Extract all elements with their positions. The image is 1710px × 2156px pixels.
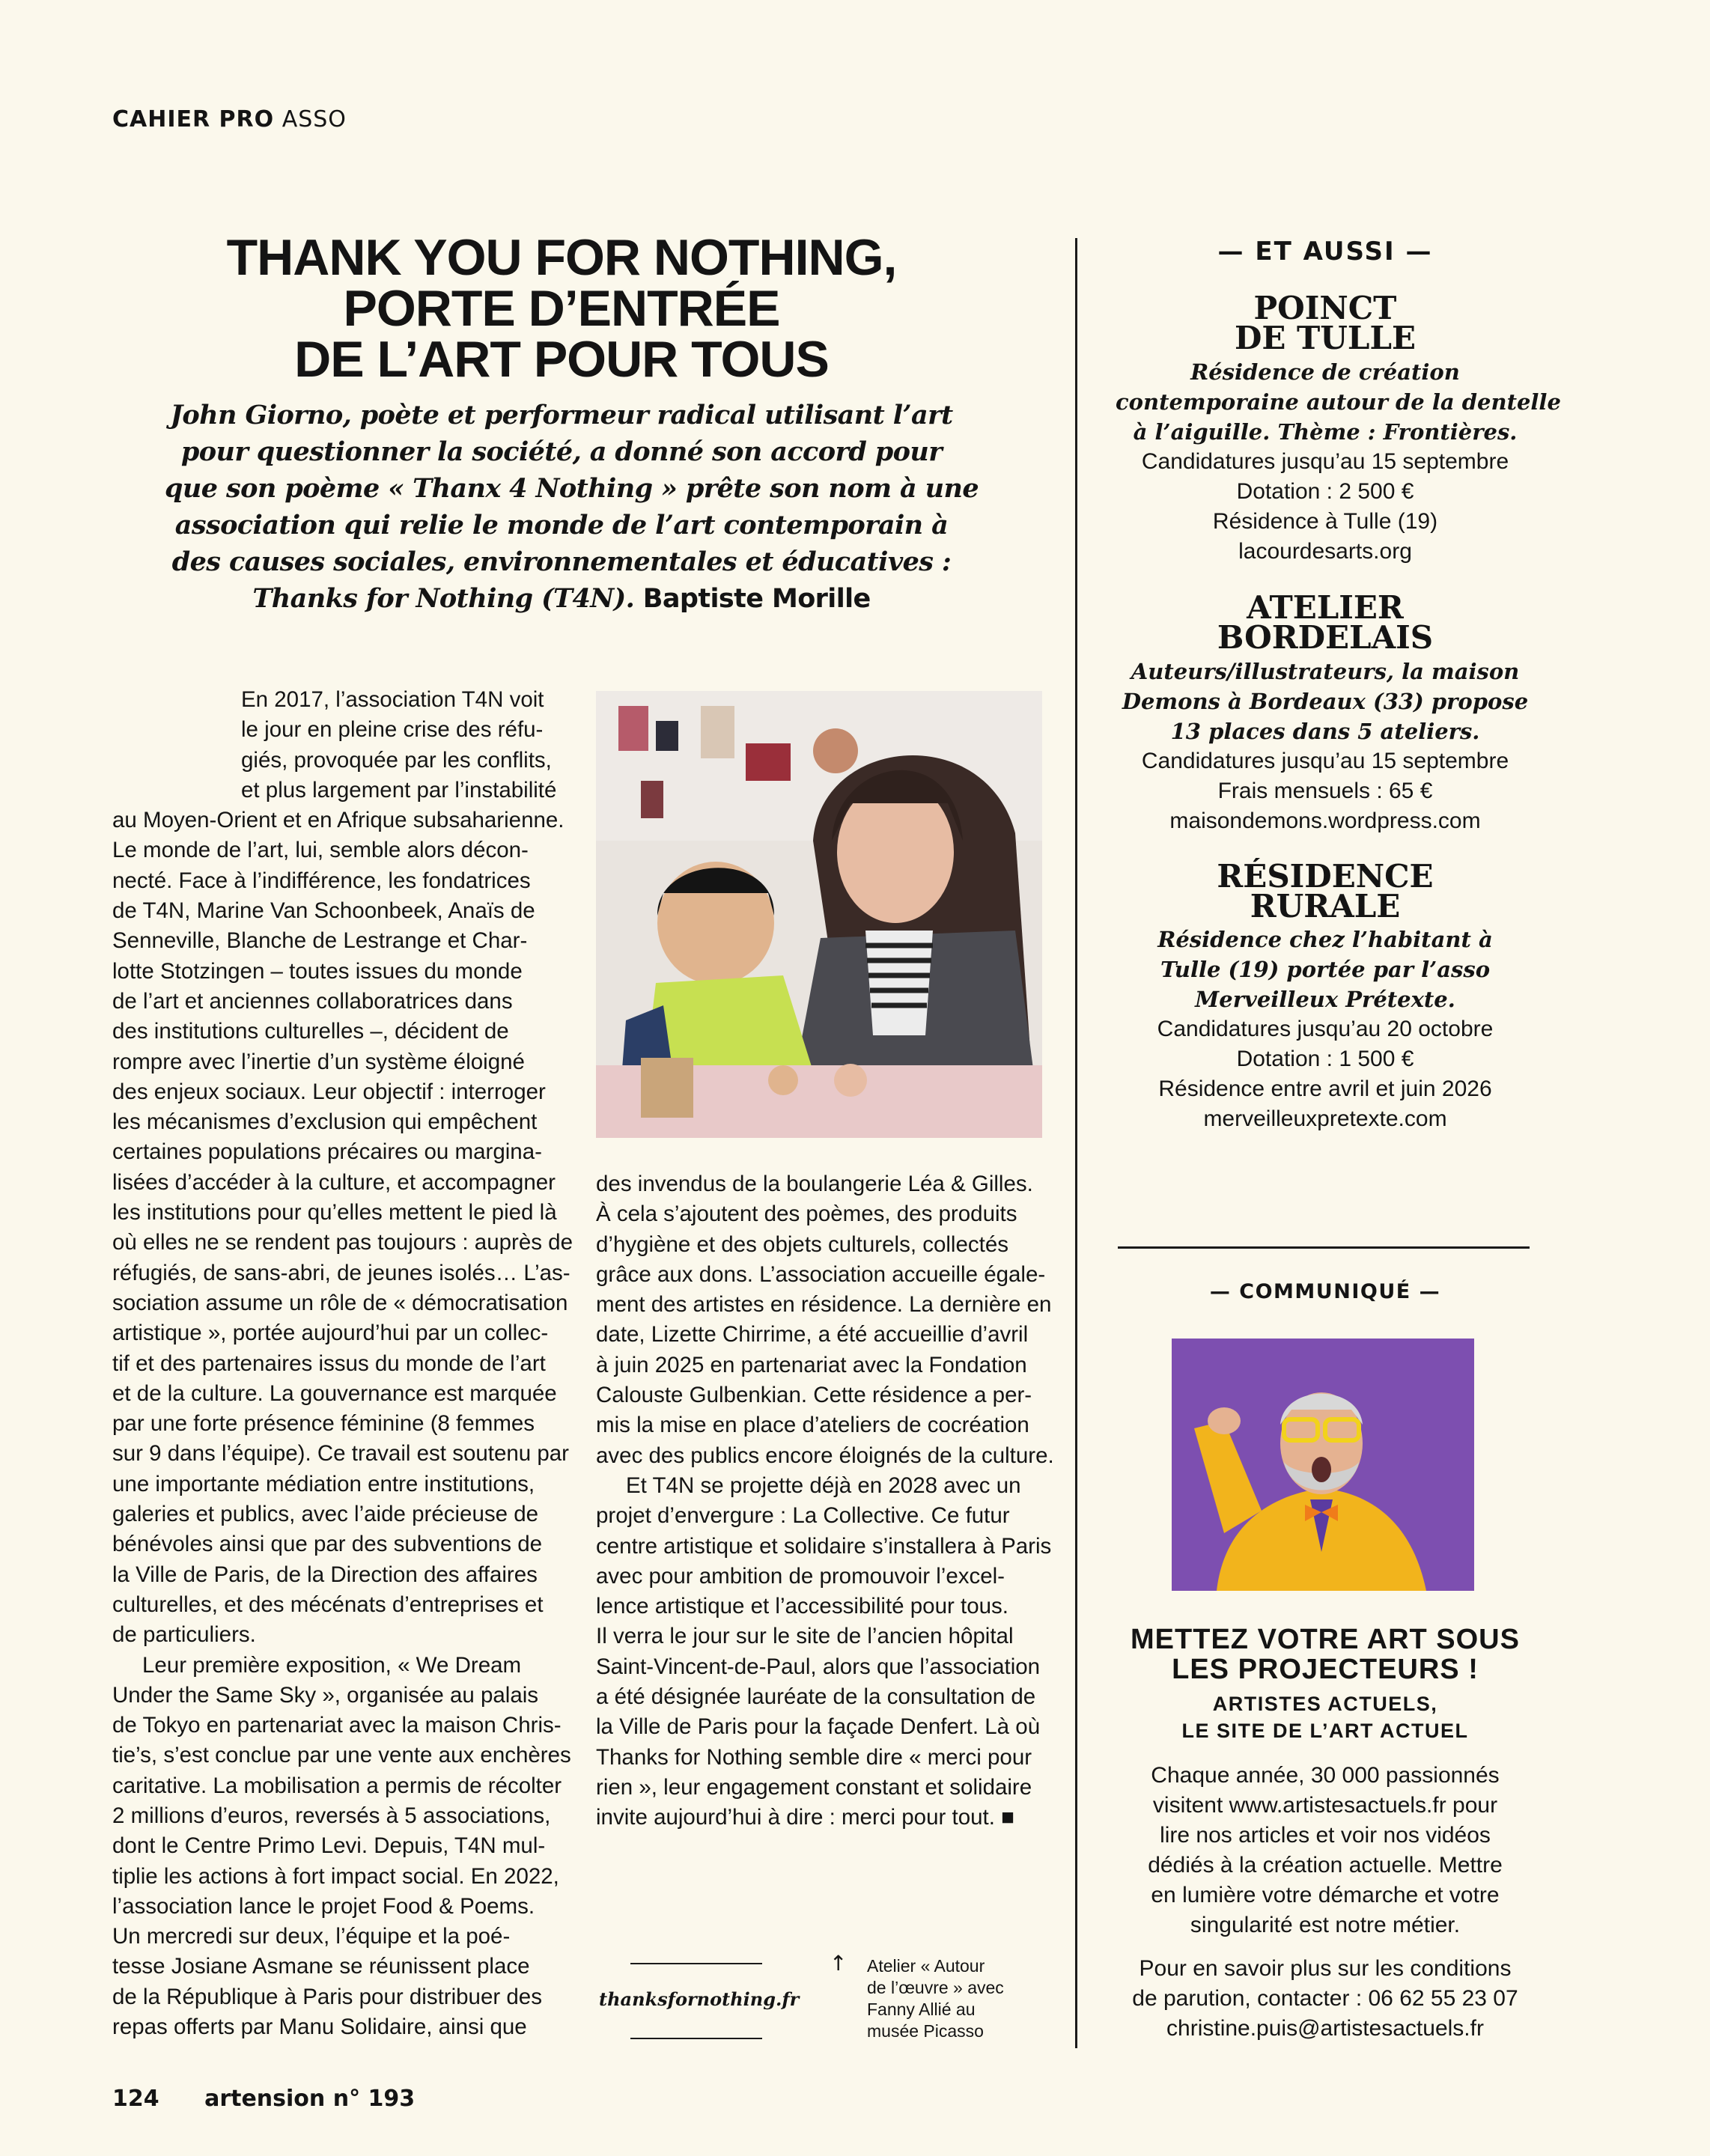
body-line: Under the Same Sky », organisée au palais bbox=[112, 1682, 539, 1708]
body-line: avec des publics encore éloignés de la culture. bbox=[596, 1443, 1054, 1468]
body-line: En 2017, l’association T4N voit bbox=[241, 687, 544, 712]
residence-desc-line: Auteurs/illustrateurs, la maison bbox=[1131, 659, 1520, 684]
body-line: avec pour ambition de promouvoir l’excel- bbox=[596, 1563, 1005, 1589]
body-line: l’association lance le projet Food & Poems. bbox=[112, 1893, 535, 1919]
promo-body-line: en lumière votre démarche et votre bbox=[1151, 1883, 1500, 1907]
article-title bbox=[142, 229, 981, 388]
body-line: au Moyen-Orient et en Afrique subsaharienne. bbox=[112, 808, 565, 833]
residence-description bbox=[1116, 357, 1561, 447]
promo-subtitle-line: LE SITE DE L’ART ACTUEL bbox=[1181, 1720, 1469, 1742]
standfirst-line: que son poème « Thanx 4 Nothing » prête son nom à une bbox=[165, 473, 979, 504]
body-line: et plus largement par l’instabilité bbox=[241, 777, 557, 803]
body-line: lotte Stotzingen – toutes issues du monde bbox=[112, 958, 523, 984]
promo-email-link[interactable]: christine.puis@artistesactuels.fr bbox=[1166, 2016, 1484, 2041]
residence-desc-line: Résidence de création bbox=[1190, 359, 1460, 385]
body-line: culturelles, et des mécénats d’entreprises et bbox=[112, 1592, 544, 1617]
body-line: par une forte présence féminine (8 femmes bbox=[112, 1411, 535, 1437]
body-line: la Ville de Paris, de la Direction des affaires bbox=[112, 1562, 538, 1587]
body-line: ment des artistes en résidence. La dernière en bbox=[596, 1292, 1052, 1318]
body-line: des institutions culturelles –, décident de bbox=[112, 1019, 509, 1044]
residence-info bbox=[1116, 746, 1535, 836]
residence-info-line: Candidatures jusqu’au 15 septembre bbox=[1141, 449, 1509, 474]
promo-subtitle bbox=[1116, 1690, 1535, 1744]
residence-desc-line: Merveilleux Prétexte. bbox=[1195, 987, 1455, 1012]
body-line: à juin 2025 en partenariat avec la Fondation bbox=[596, 1352, 1027, 1377]
residence-info-line: Dotation : 1 500 € bbox=[1236, 1047, 1414, 1071]
body-line: À cela s’ajoutent des poèmes, des produits bbox=[596, 1202, 1017, 1227]
surprised-man-illustration bbox=[1172, 1339, 1474, 1591]
title-line: DE L’ART POUR TOUS bbox=[294, 331, 829, 388]
title-line: THANK YOU FOR NOTHING, bbox=[226, 229, 897, 286]
body-line: de Tokyo en partenariat avec la maison Chris- bbox=[112, 1713, 562, 1738]
promo-contact bbox=[1116, 1954, 1535, 2044]
residence-info-line: Dotation : 2 500 € bbox=[1236, 479, 1414, 504]
promo-body-line: singularité est notre métier. bbox=[1190, 1913, 1461, 1937]
promo-subtitle-line: ARTISTES ACTUELS, bbox=[1212, 1693, 1438, 1715]
body-line: giés, provoquée par les conflits, bbox=[241, 747, 552, 773]
body-line: Thanks for Nothing semble dire « merci pour bbox=[596, 1744, 1032, 1770]
workshop-photo-illustration bbox=[596, 691, 1042, 1138]
promo-body bbox=[1116, 1761, 1535, 1940]
body-line: rompre avec l’inertie d’un système éloigné bbox=[112, 1049, 525, 1074]
body-line: lisées d’accéder à la culture, et accompagner bbox=[112, 1169, 556, 1195]
residence-title bbox=[1116, 290, 1535, 356]
column-divider bbox=[1075, 238, 1077, 2048]
residence-title-line: DE TULLE bbox=[1234, 320, 1416, 356]
body-line: centre artistique et solidaire s’installera à Paris bbox=[596, 1533, 1052, 1559]
residence-description bbox=[1116, 657, 1535, 746]
residence-info-line: Résidence entre avril et juin 2026 bbox=[1158, 1077, 1492, 1101]
body-line: des enjeux sociaux. Leur objectif : interroger bbox=[112, 1079, 546, 1104]
body-line: repas offerts par Manu Solidaire, ainsi que bbox=[112, 2015, 527, 2040]
body-line: de particuliers. bbox=[112, 1622, 256, 1648]
caption-line: de l’œuvre » avec bbox=[867, 1978, 1004, 1997]
body-line: rien », leur engagement constant et solidaire bbox=[596, 1774, 1032, 1800]
title-line: PORTE D’ENTRÉE bbox=[343, 280, 780, 337]
body-line: grâce aux dons. L’association accueille égale- bbox=[596, 1261, 1046, 1287]
body-line: où elles ne se rendent pas toujours : auprès de bbox=[112, 1230, 573, 1255]
section-label: CAHIER PRO bbox=[112, 106, 275, 133]
promo-body-line: visitent www.artistesactuels.fr pour bbox=[1152, 1793, 1498, 1818]
promo-body-line: dédiés à la création actuelle. Mettre bbox=[1148, 1853, 1503, 1878]
residence-title bbox=[1116, 858, 1535, 925]
body-line: caritative. La mobilisation a permis de récolter bbox=[112, 1773, 562, 1798]
body-line: invite aujourd’hui à dire : merci pour tout. ■ bbox=[596, 1805, 1014, 1830]
residence-info-line: Frais mensuels : 65 € bbox=[1217, 779, 1433, 803]
body-line: tesse Josiane Asmane se réunissent place bbox=[112, 1954, 530, 1979]
residence-info bbox=[1116, 447, 1535, 567]
body-line: d’hygiène et des objets culturels, collectés bbox=[596, 1231, 1008, 1257]
promo-body-line: Chaque année, 30 000 passionnés bbox=[1151, 1763, 1500, 1788]
page-number: 124 bbox=[112, 2086, 159, 2112]
residence-desc-line: Demons à Bordeaux (33) propose bbox=[1122, 689, 1529, 714]
residence-desc-line: Résidence chez l’habitant à bbox=[1157, 927, 1493, 952]
body-line: bénévoles ainsi que par des subventions de bbox=[112, 1532, 543, 1557]
body-line: de la République à Paris pour distribuer des bbox=[112, 1984, 542, 2009]
residence-info-line: Résidence à Tulle (19) bbox=[1212, 509, 1438, 534]
promo-headline-line: METTEZ VOTRE ART SOUS bbox=[1131, 1624, 1520, 1655]
section-header bbox=[112, 106, 347, 133]
residence-link[interactable]: lacourdesarts.org bbox=[1238, 539, 1412, 564]
author-byline: Baptiste Morille bbox=[642, 584, 871, 614]
body-line: une importante médiation entre institutions, bbox=[112, 1471, 535, 1496]
body-line: réfugiés, de sans-abri, de jeunes isolés… L’as- bbox=[112, 1260, 570, 1285]
residence-title-line: BORDELAIS bbox=[1217, 619, 1434, 656]
body-line: Saint-Vincent-de-Paul, alors que l’association bbox=[596, 1654, 1041, 1679]
standfirst-line-last bbox=[165, 580, 958, 618]
article-photo bbox=[596, 691, 1042, 1138]
body-line: certaines populations précaires ou margina- bbox=[112, 1139, 542, 1165]
promo-contact-line: de parution, contacter : 06 62 55 23 07 bbox=[1132, 1986, 1518, 2011]
residence-title-line: RURALE bbox=[1250, 888, 1401, 925]
body-line: date, Lizette Chirrime, a été accueillie d’avril bbox=[596, 1322, 1029, 1348]
body-line: Le monde de l’art, lui, semble alors décon- bbox=[112, 838, 529, 863]
website-rule-bottom bbox=[630, 2038, 762, 2039]
body-line: tie’s, s’est conclue par une vente aux enchères bbox=[112, 1743, 571, 1768]
residence-info-line: Candidatures jusqu’au 15 septembre bbox=[1141, 749, 1509, 773]
residence-desc-line: 13 places dans 5 ateliers. bbox=[1170, 719, 1480, 744]
body-line: Senneville, Blanche de Lestrange et Char- bbox=[112, 928, 528, 954]
residence-description bbox=[1116, 925, 1535, 1014]
body-line: de T4N, Marine Van Schoonbeek, Anaïs de bbox=[112, 898, 535, 924]
residence-title-line: RÉSIDENCE bbox=[1217, 858, 1434, 895]
article-column-left bbox=[112, 685, 573, 2042]
body-line: a été désignée lauréate de la consultation de bbox=[596, 1684, 1036, 1710]
body-line: Et T4N se projette déjà en 2028 avec un bbox=[626, 1473, 1021, 1498]
arrow-up-icon: ↑ bbox=[830, 1951, 848, 1976]
photo-caption bbox=[867, 1955, 1004, 2042]
body-line: 2 millions d’euros, reversés à 5 associations, bbox=[112, 1803, 551, 1828]
residence-info-line: Candidatures jusqu’au 20 octobre bbox=[1157, 1017, 1494, 1041]
body-line: galeries et publics, avec l’aide précieuse de bbox=[112, 1502, 539, 1527]
body-line: Calouste Gulbenkian. Cette résidence a per- bbox=[596, 1383, 1032, 1408]
body-line: sociation assume un rôle de « démocratisation bbox=[112, 1290, 568, 1315]
body-line: lence artistique et l’accessibilité pour tous. bbox=[596, 1594, 1008, 1619]
residence-desc-line: contemporaine autour de la dentelle bbox=[1116, 389, 1561, 415]
promo-image bbox=[1172, 1339, 1474, 1591]
caption-line: musée Picasso bbox=[867, 2021, 984, 2041]
body-line: tiplie les actions à fort impact social. En 2022, bbox=[112, 1863, 559, 1889]
standfirst-line: des causes sociales, environnementales et éducatives : bbox=[171, 546, 952, 577]
subsection-label: ASSO bbox=[282, 106, 347, 133]
article-column-middle bbox=[596, 1169, 1054, 1833]
article-standfirst bbox=[165, 397, 979, 618]
residence-info bbox=[1116, 1014, 1535, 1134]
promo-contact-line: Pour en savoir plus sur les conditions bbox=[1139, 1956, 1512, 1981]
body-line: dont le Centre Primo Levi. Depuis, T4N mul- bbox=[112, 1833, 546, 1859]
standfirst-line: Thanks for Nothing (T4N). bbox=[252, 583, 635, 614]
body-line: Un mercredi sur deux, l’équipe et la poé- bbox=[112, 1924, 511, 1949]
residence-title bbox=[1116, 589, 1535, 656]
body-line: tif et des partenaires issus du monde de l’art bbox=[112, 1350, 546, 1376]
body-line: les mécanismes d’exclusion qui empêchent bbox=[112, 1109, 538, 1135]
body-line: le jour en pleine crise des réfu- bbox=[241, 717, 544, 743]
promo-headline-line: LES PROJECTEURS ! bbox=[1172, 1654, 1479, 1685]
standfirst-line: association qui relie le monde de l’art contemporain à bbox=[174, 510, 949, 540]
promo-headline bbox=[1116, 1624, 1535, 1684]
sidebar-title: — ET AUSSI — bbox=[1217, 237, 1433, 267]
body-line: artistique », portée aujourd’hui par un collec- bbox=[112, 1321, 549, 1346]
page-footer bbox=[112, 2086, 415, 2112]
residence-link[interactable]: maisondemons.wordpress.com bbox=[1169, 808, 1481, 833]
body-line: sur 9 dans l’équipe). Ce travail est soutenu par bbox=[112, 1441, 570, 1467]
body-line: la Ville de Paris pour la façade Denfert. Là où bbox=[596, 1714, 1041, 1740]
body-line: projet d’envergure : La Collective. Ce futur bbox=[596, 1503, 1010, 1529]
body-line: de l’art et anciennes collaboratrices dans bbox=[112, 988, 513, 1014]
residence-link[interactable]: merveilleuxpretexte.com bbox=[1203, 1106, 1447, 1131]
sidebar-divider bbox=[1118, 1246, 1530, 1249]
standfirst-line: John Giorno, poète et performeur radical utilisant l’art bbox=[170, 400, 953, 430]
residence-desc-line: à l’aiguille. Thème : Frontières. bbox=[1133, 419, 1518, 445]
communique-title: — COMMUNIQUÉ — bbox=[1209, 1280, 1441, 1303]
body-line: Il verra le jour sur le site de l’ancien hôpital bbox=[596, 1624, 1014, 1649]
website-rule-top bbox=[630, 1963, 762, 1964]
caption-line: Atelier « Autour bbox=[867, 1956, 985, 1976]
body-line: Leur première exposition, « We Dream bbox=[142, 1652, 522, 1678]
residence-title-line: POINCT bbox=[1253, 290, 1397, 326]
residence-title-line: ATELIER bbox=[1247, 589, 1404, 626]
standfirst-line: pour questionner la société, a donné son accord pour bbox=[180, 436, 943, 467]
body-line: mis la mise en place d’ateliers de cocréation bbox=[596, 1413, 1029, 1438]
magazine-issue: artension n° 193 bbox=[204, 2086, 416, 2112]
website-link[interactable]: thanksfornothing.fr bbox=[599, 1988, 800, 2010]
caption-line: Fanny Allié au bbox=[867, 2000, 976, 2019]
body-line: les institutions pour qu’elles mettent le pied là bbox=[112, 1200, 557, 1225]
body-line: et de la culture. La gouvernance est marquée bbox=[112, 1380, 557, 1406]
body-line: des invendus de la boulangerie Léa & Gilles. bbox=[596, 1172, 1033, 1196]
body-line: necté. Face à l’indifférence, les fondatrices bbox=[112, 868, 531, 893]
promo-body-line: lire nos articles et voir nos vidéos bbox=[1160, 1823, 1491, 1848]
residence-desc-line: Tulle (19) portée par l’asso bbox=[1160, 957, 1491, 982]
